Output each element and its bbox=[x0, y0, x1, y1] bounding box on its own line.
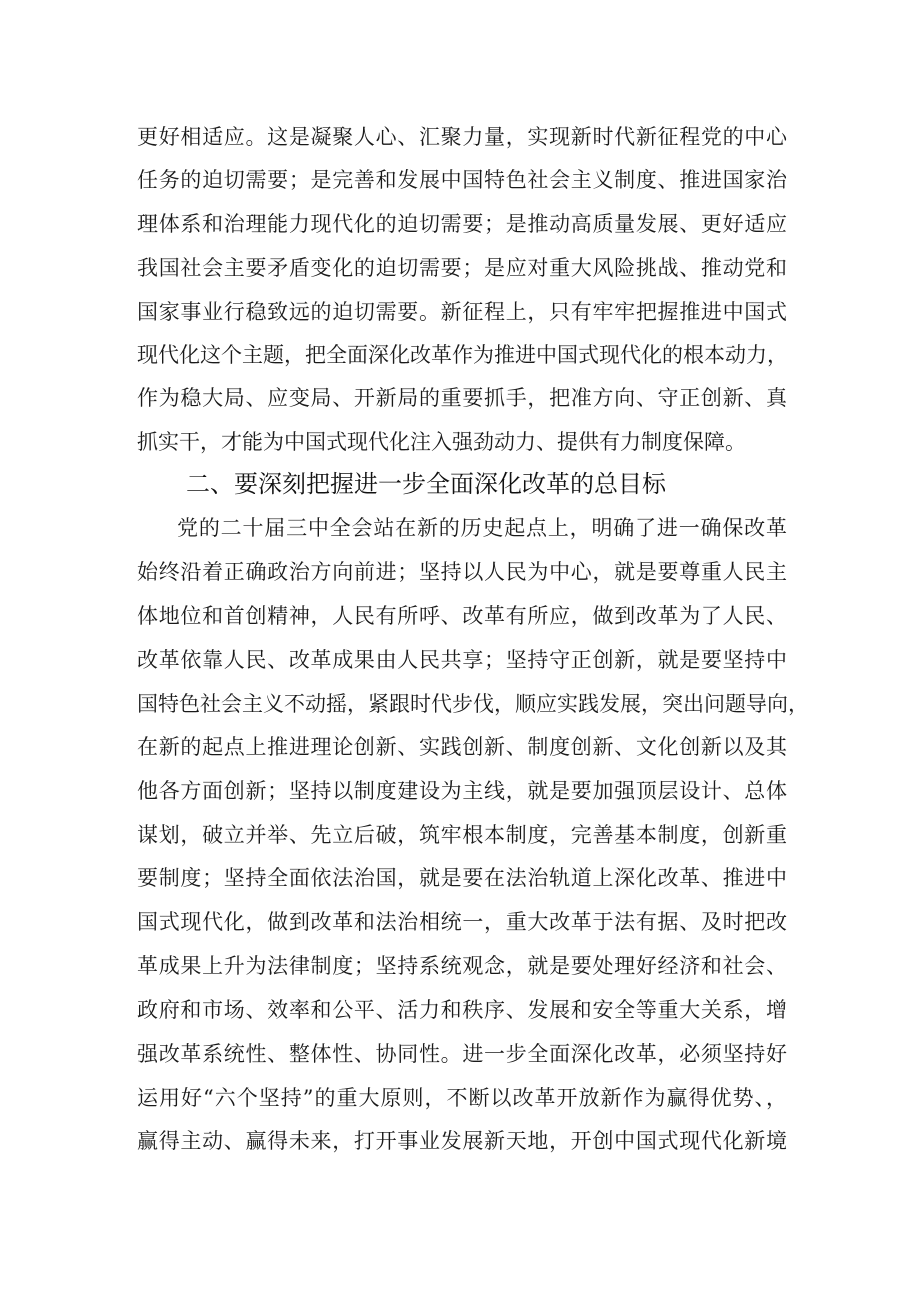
paragraph-2-line-2: 始终沿着正确政治方向前进；坚持以人民为中心，就是要尊重人民主 bbox=[137, 560, 787, 584]
paragraph-1-line-7: 作为稳大局、应变局、开新局的重要抓手，把准方向、守正创新、真 bbox=[137, 386, 787, 410]
paragraph-1-line-1: 更好相适应。这是凝聚人心、汇聚力量，实现新时代新征程党的中心 bbox=[137, 125, 787, 149]
paragraph-1-line-5: 国家事业行稳致远的迫切需要。新征程上，只有牢牢把握推进中国式 bbox=[137, 300, 787, 324]
paragraph-2-line-1: 党的二十届三中全会站在新的历史起点上，明确了进一确保改革 bbox=[177, 516, 787, 540]
paragraph-2-line-15: 赢得主动、赢得未来，打开事业发展新天地，开创中国式现代化新境 bbox=[137, 1129, 787, 1153]
paragraph-1-line-4: 我国社会主要矛盾变化的迫切需要；是应对重大风险挑战、推动党和 bbox=[137, 256, 787, 280]
paragraph-1-line-2: 任务的迫切需要；是完善和发展中国特色社会主义制度、推进国家治 bbox=[137, 168, 787, 192]
paragraph-2-line-3: 体地位和首创精神，人民有所呼、改革有所应，做到改革为了人民、 bbox=[137, 604, 787, 628]
paragraph-2-line-14: 运用好“六个坚持”的重大原则，不断以改革开放新作为赢得优势、， bbox=[137, 1086, 787, 1110]
paragraph-2-line-13: 强改革系统性、整体性、协同性。进一步全面深化改革，必须坚持好 bbox=[137, 1042, 787, 1066]
paragraph-2-line-5: 国特色社会主义不动摇，紧跟时代步伐，顺应实践发展，突出问题导向， bbox=[137, 692, 809, 716]
section-heading: 二、要深刻把握进一步全面深化改革的总目标 bbox=[186, 470, 666, 498]
paragraph-2-line-10: 国式现代化，做到改革和法治相统一，重大改革于法有据、及时把改 bbox=[137, 910, 787, 934]
paragraph-2-line-7: 他各方面创新；坚持以制度建设为主线，就是要加强顶层设计、总体 bbox=[137, 779, 787, 803]
paragraph-2-line-4: 改革依靠人民、改革成果由人民共享；坚持守正创新，就是要坚持中 bbox=[137, 648, 787, 672]
paragraph-2-line-9: 要制度；坚持全面依法治国，就是要在法治轨道上深化改革、推进中 bbox=[137, 866, 787, 890]
paragraph-2-line-11: 革成果上升为法律制度；坚持系统观念，就是要处理好经济和社会、 bbox=[137, 954, 787, 978]
paragraph-2-line-8: 谋划，破立并举、先立后破，筑牢根本制度，完善基本制度，创新重 bbox=[137, 823, 787, 847]
paragraph-2-line-6: 在新的起点上推进理论创新、实践创新、制度创新、文化创新以及其 bbox=[137, 735, 787, 759]
paragraph-2-line-12: 政府和市场、效率和公平、活力和秩序、发展和安全等重大关系，增 bbox=[137, 998, 787, 1022]
paragraph-1-line-6: 现代化这个主题，把全面深化改革作为推进中国式现代化的根本动力， bbox=[137, 343, 788, 367]
paragraph-1-line-8: 抓实干，才能为中国式现代化注入强劲动力、提供有力制度保障。 bbox=[137, 430, 746, 454]
paragraph-1-line-3: 理体系和治理能力现代化的迫切需要；是推动高质量发展、更好适应 bbox=[137, 212, 787, 236]
